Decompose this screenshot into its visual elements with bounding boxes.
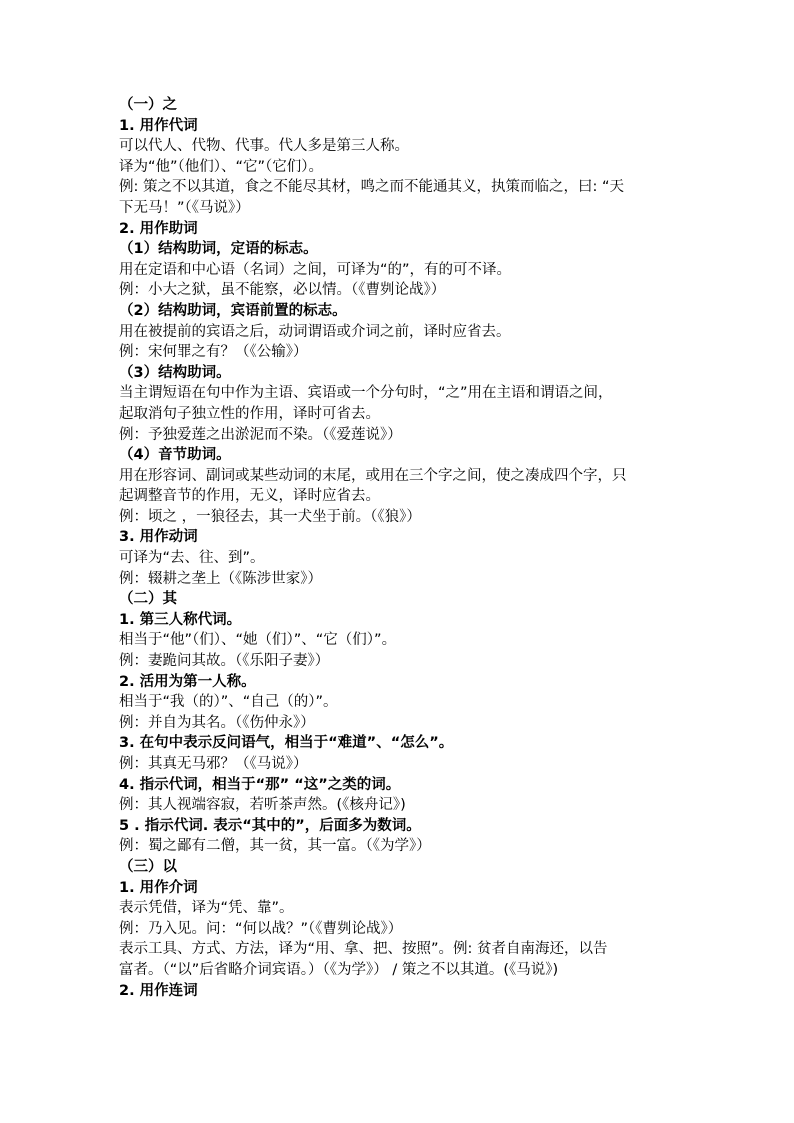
subheading-structural-1: （1）结构助词，定语的标志。 bbox=[119, 241, 318, 258]
text-line: 用在被提前的宾语之后，动词谓语或介词之前，译时应省去。 bbox=[119, 323, 511, 340]
text-line: 可译为“去、往、到”。 bbox=[119, 550, 265, 567]
text-line: 当主谓短语在句中作为主语、宾语或一个分句时，“之”用在主语和谓语之间， bbox=[119, 385, 613, 402]
example-line: 例：小大之狱，虽不能察，必以情。（《曹刿论战》） bbox=[119, 282, 446, 299]
text-line: 用在定语和中心语（名词）之间，可译为“的”，有的可不译。 bbox=[119, 261, 512, 278]
subheading-conjunction: 2. 用作连词 bbox=[119, 982, 198, 999]
text-line: 表示凭借，译为“凭、靠”。 bbox=[119, 900, 294, 917]
example-line: 例：妻跪问其故。（《乐阳子妻》） bbox=[119, 653, 330, 670]
text-line: 表示工具、方式、方法，译为“用、拿、把、按照”。例: 贫者自南海还，以告 bbox=[119, 941, 608, 958]
text-line: 起调整音节的作用，无义，译时应省去。 bbox=[119, 488, 380, 505]
text-line: 译为“他”（他们）、“它”（它们）。 bbox=[119, 158, 324, 175]
text-line: 可以代人、代物、代事。代人多是第三人称。 bbox=[119, 138, 409, 155]
text-line: 用在形容词、副词或某些动词的末尾，或用在三个字之间，使之凑成四个字，只 bbox=[119, 467, 627, 484]
example-line: 例：予独爱莲之出淤泥而不染。（《爱莲说》） bbox=[119, 426, 402, 443]
example-line: 下无马！”（《马说》） bbox=[119, 199, 250, 216]
example-line: 例：并自为其名。（《伤仲永》） bbox=[119, 714, 315, 731]
example-line: 例：其人视端容寂，若听茶声然。(《核舟记》) bbox=[119, 797, 406, 814]
heading-qi: （二）其 bbox=[119, 591, 177, 608]
example-line: 例：蜀之鄙有二僧，其一贫，其一富。（《为学》） bbox=[119, 838, 431, 855]
subheading-third-person: 1. 第三人称代词。 bbox=[119, 611, 242, 628]
subheading-structural-3: （3）结构助词。 bbox=[119, 364, 231, 381]
subheading-demonstrative-2: 5 . 指示代词. 表示“其中的”，后面多为数词。 bbox=[119, 817, 421, 834]
example-line: 例：顷之 ，一狼径去，其一犬坐于前。（《狼》） bbox=[119, 508, 421, 525]
heading-zhi: （一）之 bbox=[119, 97, 177, 113]
document-page bbox=[119, 95, 699, 1001]
subheading-pronoun: 1. 用作代词 bbox=[119, 117, 198, 134]
text-line: 起取消句子独立性的作用，译时可省去。 bbox=[119, 405, 380, 422]
text-line: 相当于“他”（们）、“她（们）”、“它（们）”。 bbox=[119, 632, 397, 649]
subheading-structural-2: （2）结构助词，宾语前置的标志。 bbox=[119, 302, 347, 319]
subheading-syllable: （4）音节助词。 bbox=[119, 447, 231, 464]
subheading-demonstrative: 4. 指示代词，相当于“那” “这”之类的词。 bbox=[119, 776, 401, 793]
subheading-verb: 3. 用作动词 bbox=[119, 529, 198, 546]
subheading-preposition: 1. 用作介词 bbox=[119, 879, 198, 896]
subheading-rhetorical: 3. 在句中表示反问语气，相当于“难道”、“怎么”。 bbox=[119, 735, 454, 752]
subheading-particle: 2. 用作助词 bbox=[119, 220, 198, 237]
example-line: 例: 策之不以其道，食之不能尽其材，鸣之而不能通其义，执策而临之，曰: “天 bbox=[119, 179, 624, 196]
subheading-first-person: 2. 活用为第一人称。 bbox=[119, 673, 256, 690]
text-line: 富者。（“以”后省略介词宾语。）（《为学》） / 策之不以其道。(《马说》) bbox=[119, 961, 559, 978]
example-line: 例：宋何罪之有？（《公输》） bbox=[119, 344, 308, 361]
heading-yi: （三）以 bbox=[119, 858, 177, 875]
example-line: 例：辍耕之垄上（《陈涉世家》） bbox=[119, 570, 322, 587]
example-line: 例：其真无马邪？（《马说》） bbox=[119, 756, 308, 772]
text-line: 相当于“我（的）”、“自己（的）”。 bbox=[119, 694, 338, 711]
example-line: 例：乃入见。问：“何以战？”（《曹刿论战》） bbox=[119, 920, 403, 937]
